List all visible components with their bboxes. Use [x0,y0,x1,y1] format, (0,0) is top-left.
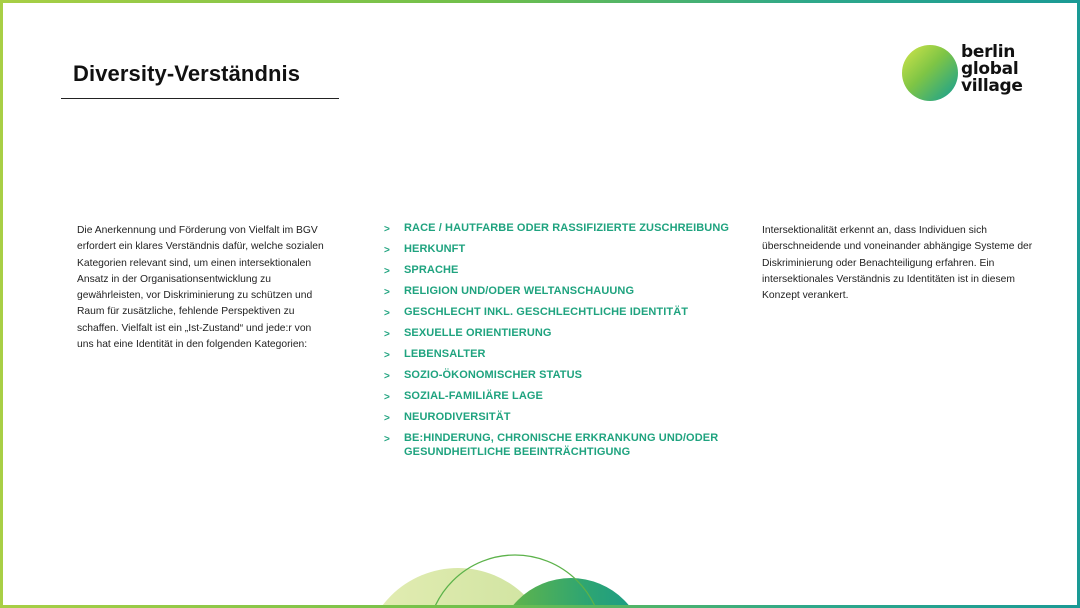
chevron-right-icon: > [384,287,390,298]
logo-line-1: berlin [961,42,1016,62]
category-item [384,327,744,341]
category-label: NEURODIVERSITÄT [404,411,511,423]
intersectionality-paragraph: Intersektionalität erkennt an, dass Individuen sich überschneidende und voneinander abhängige Systeme der Diskriminierung oder Benachteiligung erfahren. Ein intersektionales Verständnis zu Identitäten ist in diesem Konzept verankert. [762,225,1033,302]
category-label: SEXUELLE ORIENTIERUNG [404,327,552,339]
category-label: SPRACHE [404,264,459,276]
category-label: GESCHLECHT INKL. GESCHLECHTLICHE IDENTITÄT [404,306,689,318]
chevron-right-icon: > [384,329,390,340]
category-item [384,285,744,299]
logo-line-2: global [961,59,1019,79]
category-label: HERKUNFT [404,243,466,255]
category-label: RELIGION UND/ODER WELTANSCHAUUNG [404,285,635,297]
page-title: Diversity-Verständnis [73,61,301,86]
category-item [384,369,744,383]
category-label: SOZIAL-FAMILIÄRE LAGE [404,390,543,402]
category-label: RACE / HAUTFARBE ODER RASSIFIZIERTE ZUSCHREIBUNG [404,222,730,234]
category-item [384,411,744,425]
logo-line-3: village [961,76,1023,96]
category-item [384,348,744,362]
chevron-right-icon: > [384,434,390,445]
chevron-right-icon: > [384,308,390,319]
category-item [384,243,744,257]
intro-paragraph: Die Anerkennung und Förderung von Vielfalt im BGV erfordert ein klares Verständnis dafür, welche sozialen Kategorien relevant sind, um einen intersektionalen Ansatz in der Organisationsentwicklung zu gewährleisten, vor Diskriminierung zu schützen und Raum für zusätzliche, fehlende Perspektiven zu schaffen. Vielfalt ist ein „Ist-Zustand“ und jede:r von uns hat eine Identität in den folgenden Kategorien: [77,225,324,351]
deco-circle-green [496,578,646,608]
chevron-right-icon: > [384,413,390,424]
chevron-right-icon: > [384,245,390,256]
category-item [384,432,744,459]
chevron-right-icon: > [384,224,390,235]
deco-circle-outline [427,555,603,608]
chevron-right-icon: > [384,266,390,277]
category-item [384,222,744,236]
category-label: LEBENSALTER [404,348,486,360]
category-list [384,222,744,467]
logo-wordmark [961,44,1023,95]
logo-circle-icon [902,45,958,101]
chevron-right-icon: > [384,371,390,382]
category-label: SOZIO-ÖKONOMISCHER STATUS [404,369,583,381]
title-underline [61,98,339,99]
category-item [384,306,744,320]
category-item [384,390,744,404]
berlin-global-village-logo [902,42,1032,105]
category-item [384,264,744,278]
chevron-right-icon: > [384,392,390,403]
deco-circle-light [363,568,553,608]
chevron-right-icon: > [384,350,390,361]
category-label: BE:HINDERUNG, CHRONISCHE ERKRANKUNG UND/ODER GESUNDHEITLICHE BEEINTRÄCHTIGUNG [404,432,719,458]
